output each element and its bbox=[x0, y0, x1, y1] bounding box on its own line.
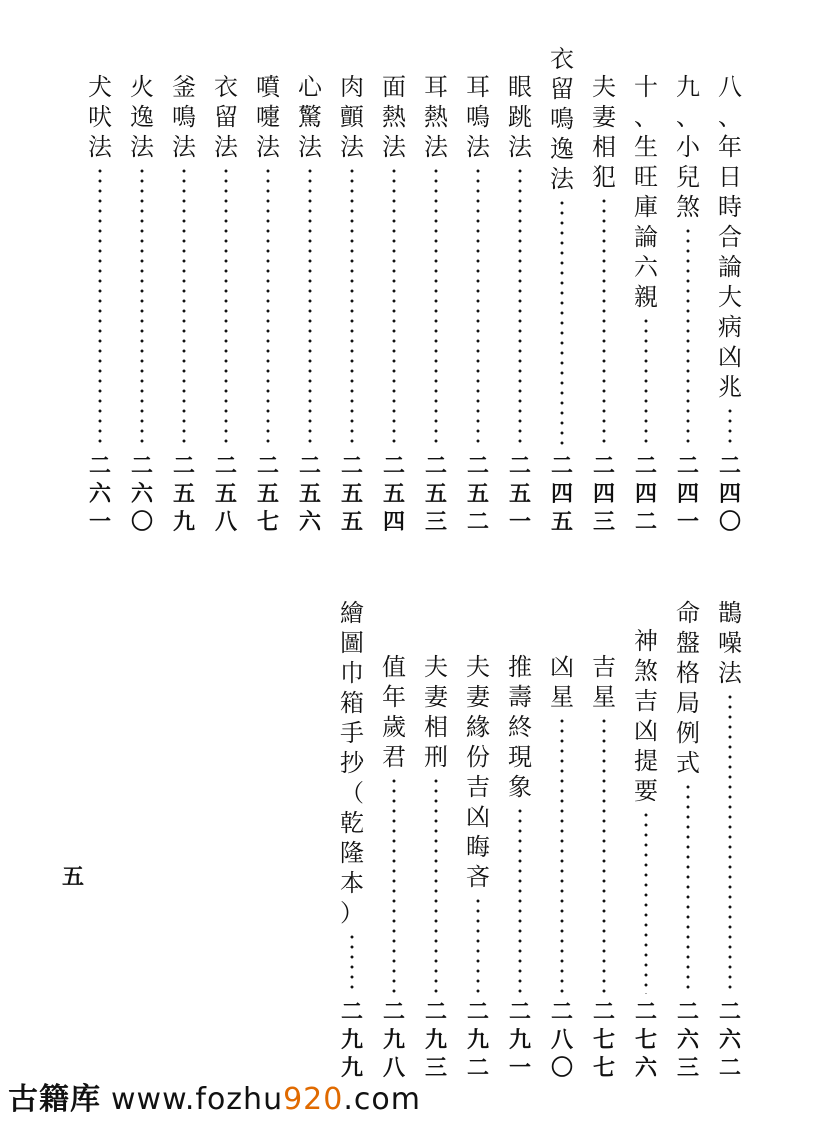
leader-dots bbox=[392, 776, 396, 994]
toc-entry bbox=[377, 72, 411, 536]
toc-entry-title: 凶 星 bbox=[550, 653, 574, 711]
toc-entry-page: 二 五 五 bbox=[340, 453, 363, 535]
leader-dots bbox=[350, 166, 354, 448]
toc-entry-page: 二 九 九 bbox=[340, 999, 363, 1081]
toc-entry bbox=[713, 72, 747, 536]
toc-entry-page: 二 七 七 bbox=[592, 999, 615, 1081]
toc-entry bbox=[545, 652, 579, 1082]
toc-entry-page: 二 四 三 bbox=[592, 453, 615, 535]
toc-entry bbox=[503, 652, 537, 1082]
watermark-url-prefix: www.fozhu bbox=[111, 1082, 284, 1117]
toc-entry-title: 夫 妻 相 刑 bbox=[424, 653, 448, 771]
toc-entry-title: 犬 吠 法 bbox=[88, 73, 112, 161]
toc-entry bbox=[125, 72, 159, 536]
toc-entry-page: 二 五 一 bbox=[508, 453, 531, 535]
toc-entry-title: 面 熱 法 bbox=[382, 73, 406, 161]
toc-entry-page: 二 五 四 bbox=[382, 453, 405, 535]
toc-entry bbox=[83, 72, 117, 536]
leader-dots bbox=[434, 166, 438, 448]
toc-entry bbox=[629, 626, 663, 1082]
toc-entry-title: 九 、 小 兒 煞 bbox=[676, 73, 700, 221]
leader-dots bbox=[140, 166, 144, 448]
toc-entry-title: 夫 妻 相 犯 bbox=[592, 73, 616, 191]
toc-entry-page: 二 四 〇 bbox=[718, 453, 741, 535]
toc-entry bbox=[419, 72, 453, 536]
toc-entry-page: 二 五 七 bbox=[256, 453, 279, 535]
toc-entry bbox=[335, 598, 369, 1082]
toc-entry-title: 衣 留 鳴 逸 法 bbox=[550, 45, 574, 193]
leader-dots bbox=[728, 406, 732, 448]
leader-dots bbox=[602, 716, 606, 994]
toc-entry bbox=[209, 72, 243, 536]
leader-dots bbox=[182, 166, 186, 448]
toc-entry bbox=[713, 598, 747, 1082]
toc-entry bbox=[461, 72, 495, 536]
toc-entry-page: 二 四 五 bbox=[550, 453, 573, 535]
leader-dots bbox=[392, 166, 396, 448]
leader-dots bbox=[560, 716, 564, 994]
toc-entry bbox=[587, 72, 621, 536]
leader-dots bbox=[476, 166, 480, 448]
leader-dots bbox=[686, 226, 690, 448]
toc-entry-page: 二 四 一 bbox=[676, 453, 699, 535]
toc-entry-title: 噴 嚏 法 bbox=[256, 73, 280, 161]
toc-entry-title: 夫 妻 緣 份 吉 凶 晦 吝 bbox=[466, 653, 490, 891]
toc-entry-title: 衣 留 法 bbox=[214, 73, 238, 161]
leader-dots bbox=[728, 692, 732, 994]
toc-entry-title: 眼 跳 法 bbox=[508, 73, 532, 161]
toc-entry bbox=[671, 598, 705, 1082]
toc-entry-page: 二 五 六 bbox=[298, 453, 321, 535]
toc-entry-page: 二 九 二 bbox=[466, 999, 489, 1081]
toc-entry-page: 二 六 〇 bbox=[130, 453, 153, 535]
watermark-url-suffix: .com bbox=[343, 1082, 421, 1117]
toc-entry bbox=[671, 72, 705, 536]
toc-entry-page: 二 五 二 bbox=[466, 453, 489, 535]
toc-entry-page: 二 五 八 bbox=[214, 453, 237, 535]
toc-entry-title: 肉 顫 法 bbox=[340, 73, 364, 161]
leader-dots bbox=[560, 198, 564, 448]
toc-entry-title: 十 、 生 旺 庫 論 六 親 bbox=[634, 73, 658, 311]
toc-entry-page: 二 六 二 bbox=[718, 999, 741, 1081]
toc-entry-page: 二 五 九 bbox=[172, 453, 195, 535]
toc-entry-page: 二 五 三 bbox=[424, 453, 447, 535]
toc-entry-title: 推 壽 終 現 象 bbox=[508, 653, 532, 801]
toc-entry-page: 二 七 六 bbox=[634, 999, 657, 1081]
leader-dots bbox=[434, 776, 438, 994]
toc-entry-page: 二 九 一 bbox=[508, 999, 531, 1081]
leader-dots bbox=[308, 166, 312, 448]
toc-entry-title: 繪 圖 巾 箱 手 抄 （ 乾 隆 本 ） bbox=[340, 599, 364, 927]
leader-dots bbox=[644, 316, 648, 448]
toc-entry-page: 二 九 三 bbox=[424, 999, 447, 1081]
toc-entry-page: 二 六 一 bbox=[88, 453, 111, 535]
toc-entry-page: 二 八 〇 bbox=[550, 999, 573, 1081]
toc-entry-title: 鵲 噪 法 bbox=[718, 599, 742, 687]
site-watermark bbox=[8, 1074, 421, 1118]
leader-dots bbox=[686, 782, 690, 994]
leader-dots bbox=[350, 932, 354, 994]
watermark-brand: 古籍库 bbox=[8, 1082, 101, 1117]
toc-entry-title: 值 年 歲 君 bbox=[382, 653, 406, 771]
toc-entry bbox=[587, 652, 621, 1082]
leader-dots bbox=[602, 196, 606, 448]
toc-entry-page: 二 四 二 bbox=[634, 453, 657, 535]
leader-dots bbox=[266, 166, 270, 448]
toc-entry-title: 火 逸 法 bbox=[130, 73, 154, 161]
leader-dots bbox=[518, 806, 522, 994]
toc-entry bbox=[545, 44, 579, 536]
toc-entry-title: 心 驚 法 bbox=[298, 73, 322, 161]
toc-entry-title: 耳 熱 法 bbox=[424, 73, 448, 161]
leader-dots bbox=[518, 166, 522, 448]
toc-entry-page: 二 九 八 bbox=[382, 999, 405, 1081]
watermark-url-highlight: 920 bbox=[283, 1082, 344, 1117]
toc-entry bbox=[293, 72, 327, 536]
toc-entry bbox=[377, 652, 411, 1082]
toc-entry-title: 神 煞 吉 凶 提 要 bbox=[634, 627, 658, 805]
leader-dots bbox=[224, 166, 228, 448]
toc-entry bbox=[419, 652, 453, 1082]
toc-entry-title: 吉 星 bbox=[592, 653, 616, 711]
toc-entry-title: 命 盤 格 局 例 式 bbox=[676, 599, 700, 777]
toc-entry-title: 八 、 年 日 時 合 論 大 病 凶 兆 bbox=[718, 73, 742, 401]
toc-entry-title: 耳 鳴 法 bbox=[466, 73, 490, 161]
leader-dots bbox=[476, 896, 480, 994]
leader-dots bbox=[644, 810, 648, 994]
toc-entry-title: 釜 鳴 法 bbox=[172, 73, 196, 161]
toc-entry bbox=[335, 72, 369, 536]
toc-entry bbox=[503, 72, 537, 536]
toc-entry bbox=[461, 652, 495, 1082]
toc-entry bbox=[629, 72, 663, 536]
toc-entry-page: 二 六 三 bbox=[676, 999, 699, 1081]
toc-entry bbox=[251, 72, 285, 536]
leader-dots bbox=[98, 166, 102, 448]
page-number: 五 bbox=[62, 864, 85, 890]
toc-entry bbox=[167, 72, 201, 536]
